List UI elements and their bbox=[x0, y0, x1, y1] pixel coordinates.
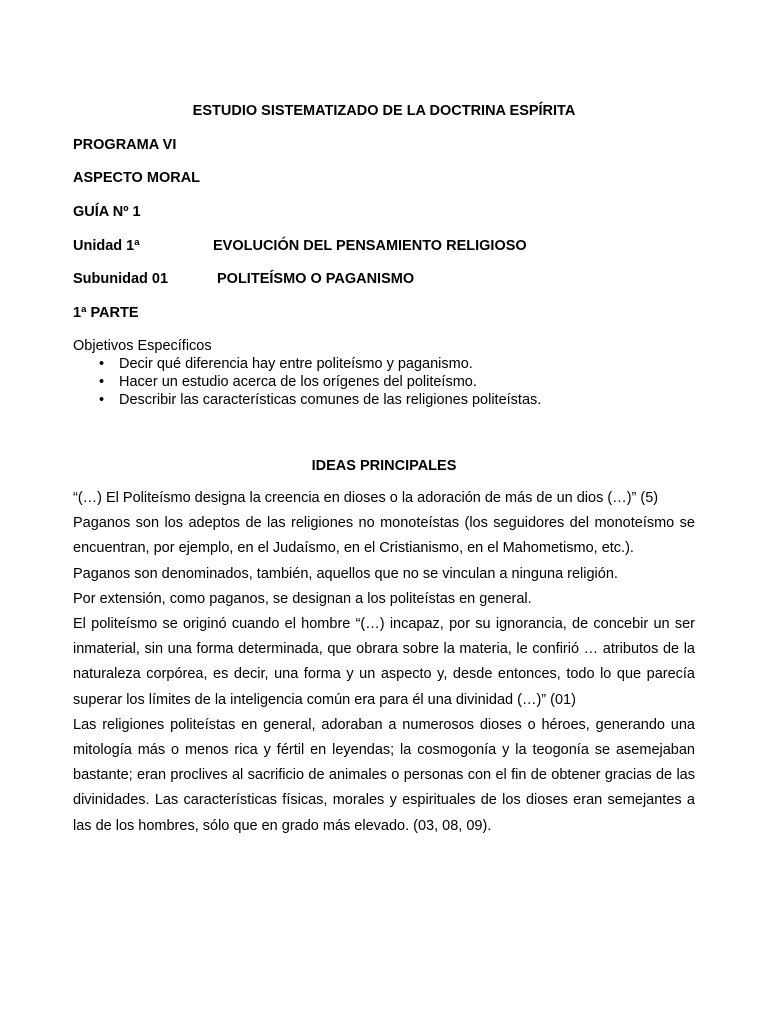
paragraph: Las religiones politeístas en general, adoraban a numerosos dioses o héroes, generando una mitología más o menos rica y fértil en leyendas; la cosmogonía y la teogonía se asemejaban bastante; eran proclives al sacrificio de animales o personas con el fin de obtener gracias de las divinidades. Las características físicas, morales y espirituales de los dioses eran semejantes a las de los hombres, sólo que en grado más elevado. (03, 08, 09). bbox=[73, 716, 695, 834]
unidad-line bbox=[73, 237, 633, 255]
aspecto-heading: ASPECTO MORAL bbox=[73, 170, 201, 186]
subunidad-line bbox=[73, 270, 633, 288]
objective-text: Hacer un estudio acerca de los orígenes del politeísmo. bbox=[119, 374, 477, 390]
unidad-value: EVOLUCIÓN DEL PENSAMIENTO RELIGIOSO bbox=[213, 238, 527, 254]
programa-heading: PROGRAMA VI bbox=[73, 137, 177, 153]
objectives-list bbox=[73, 355, 541, 409]
bullet-icon: • bbox=[99, 356, 105, 372]
bullet-icon: • bbox=[99, 392, 105, 408]
subunidad-label: Subunidad 01 bbox=[73, 271, 169, 287]
paragraph: Por extensión, como paganos, se designan a los politeístas en general. bbox=[73, 590, 532, 607]
objectives-heading: Objetivos Específicos bbox=[73, 338, 212, 354]
paragraph: Paganos son los adeptos de las religiones no monoteístas (los seguidores del monoteísmo se encuentran, por ejemplo, en el Judaísmo, en el Cristianismo, en el Mahometismo, etc.). bbox=[73, 515, 695, 557]
unidad-label: Unidad 1ª bbox=[73, 238, 140, 254]
ideas-heading: IDEAS PRINCIPALES bbox=[311, 458, 457, 474]
guia-heading: GUÍA Nº 1 bbox=[73, 204, 141, 220]
objective-text: Decir qué diferencia hay entre politeísmo y paganismo. bbox=[119, 356, 473, 372]
parte-heading: 1ª PARTE bbox=[73, 305, 139, 321]
objective-item bbox=[73, 355, 541, 373]
paragraph: El politeísmo se originó cuando el hombre “(…) incapaz, por su ignorancia, de concebir un ser inmaterial, sin una forma determinada, que obrara sobre la materia, le confirió … atributos de la naturaleza corpórea, es decir, una forma y un aspecto y, desde entonces, todo lo que parecía superar los límites de la inteligencia común era para él una divinidad (…)” (01) bbox=[73, 616, 695, 708]
paragraph: Paganos son denominados, también, aquellos que no se vinculan a ninguna religión. bbox=[73, 565, 618, 582]
objective-item bbox=[73, 373, 541, 391]
document-title: ESTUDIO SISTEMATIZADO DE LA DOCTRINA ESPÍRITA bbox=[192, 103, 576, 119]
objective-item bbox=[73, 391, 541, 409]
objective-text: Describir las características comunes de las religiones politeístas. bbox=[119, 392, 542, 408]
bullet-icon: • bbox=[99, 374, 105, 390]
subunidad-value: POLITEÍSMO O PAGANISMO bbox=[217, 271, 415, 287]
ideas-body bbox=[73, 486, 695, 839]
objectives-section bbox=[73, 337, 541, 409]
paragraph: “(…) El Politeísmo designa la creencia en dioses o la adoración de más de un dios (…)” (5) bbox=[73, 490, 659, 506]
